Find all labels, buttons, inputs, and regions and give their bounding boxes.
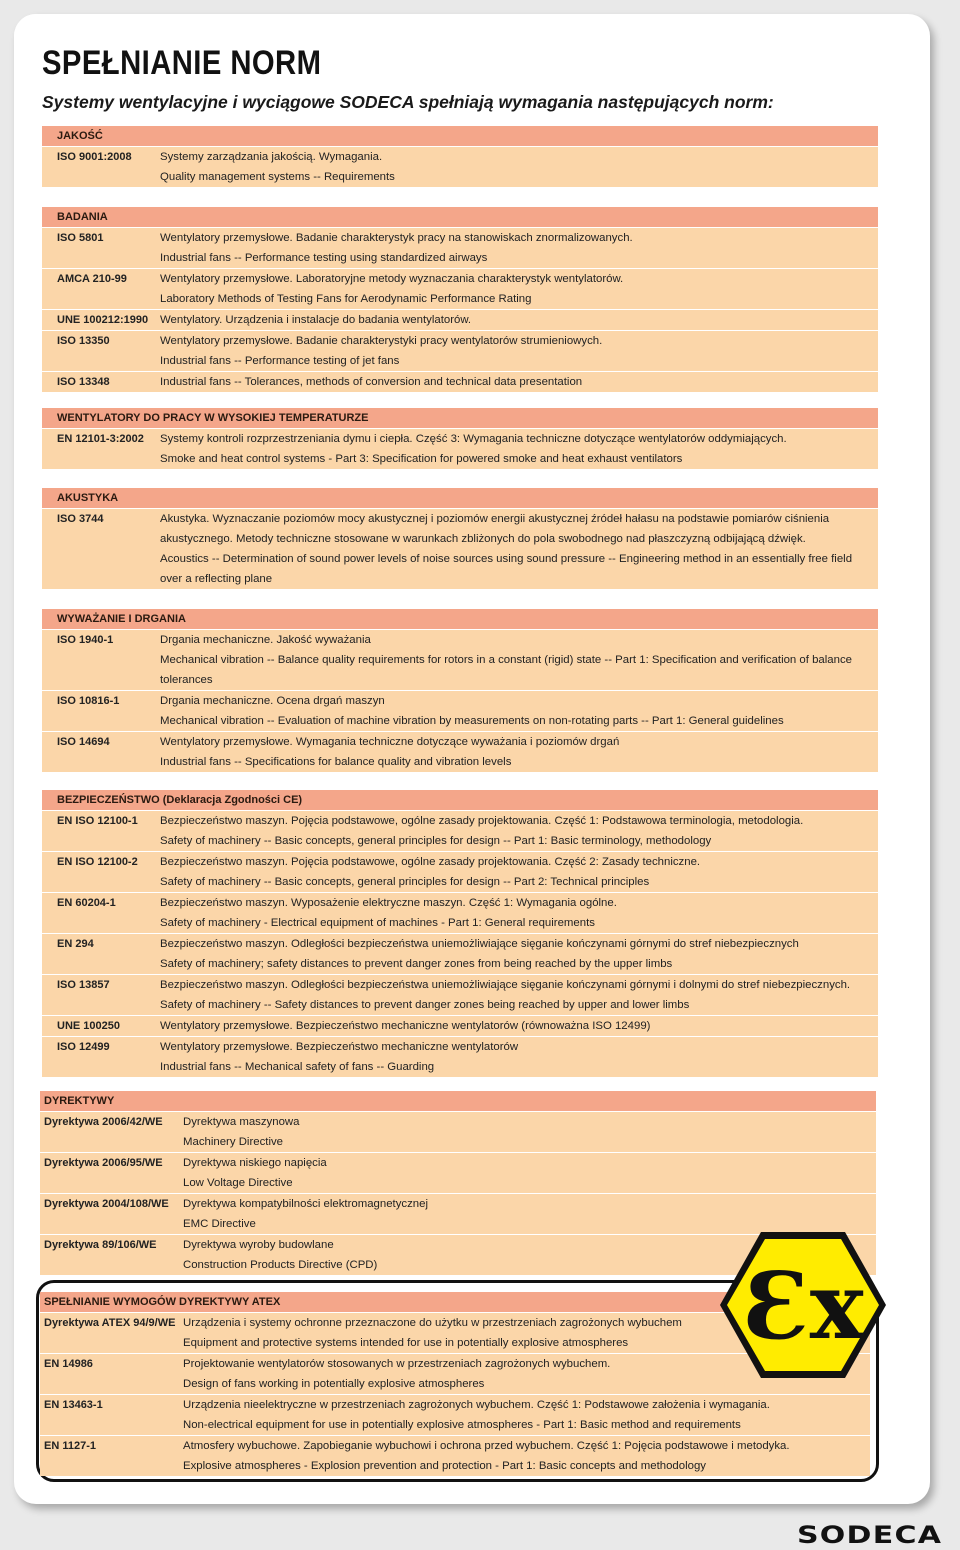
sodeca-logo: SODECA (796, 1521, 942, 1549)
standard-description-line: Industrial fans -- Performance testing using standardized airways (160, 252, 488, 264)
standard-description-line: Laboratory Methods of Testing Fans for Aerodynamic Performance Rating (160, 293, 532, 305)
standard-description-line: Safety of machinery -- Basic concepts, general principles for design -- Part 1: Basic terminology, methodology (160, 835, 712, 847)
standard-description-line: Bezpieczeństwo maszyn. Odległości bezpieczeństwa uniemożliwiające sięganie kończynami górnymi i dolnymi do stref niebezpiecznych. (160, 979, 851, 991)
standard-row (40, 1153, 876, 1193)
standard-code: ISO 13348 (57, 376, 110, 388)
section-testing (42, 207, 878, 393)
standard-row (42, 269, 878, 309)
standard-code: EN 13463-1 (44, 1399, 103, 1411)
standard-code: ISO 14694 (57, 736, 110, 748)
standard-description-line: Explosive atmospheres - Explosion prevention and protection - Part 1: Basic concepts and methodology (183, 1460, 706, 1472)
standard-code: EN 1127-1 (44, 1440, 96, 1452)
standard-row (42, 630, 878, 690)
section-quality (42, 126, 878, 188)
standard-code: ISO 1940-1 (57, 634, 114, 646)
standard-description-line: Drgania mechaniczne. Ocena drgań maszyn (160, 695, 385, 707)
standard-row (42, 934, 878, 974)
standard-row (42, 429, 878, 469)
section-header: DYREKTYWY (40, 1091, 876, 1111)
standard-description-line: Industrial fans -- Mechanical safety of fans -- Guarding (160, 1061, 435, 1073)
standard-code: Dyrektywa 2006/95/WE (44, 1157, 163, 1169)
standard-code: Dyrektywa ATEX 94/9/WE (44, 1317, 176, 1329)
standard-code: EN 12101-3:2002 (57, 433, 144, 445)
standard-description-line: Wentylatory. Urządzenia i instalacje do badania wentylatorów. (160, 314, 472, 326)
standard-description-line: Projektowanie wentylatorów stosowanych w przestrzeniach zagrożonych wybuchem. (183, 1358, 611, 1370)
standard-description-line: Systemy kontroli rozprzestrzeniania dymu i ciepła. Część 3: Wymagania techniczne dotyczące wentylatorów oddymiających. (160, 433, 787, 445)
standard-code: Dyrektywa 2006/42/WE (44, 1116, 163, 1128)
section-header: SPEŁNIANIE WYMOGÓW DYREKTYWY ATEX (40, 1292, 870, 1312)
section-acoustics (42, 488, 878, 590)
standard-code: ISO 12499 (57, 1041, 110, 1053)
section-header: BEZPIECZEŃSTWO (Deklaracja Zgodności CE) (42, 790, 878, 810)
standard-row (42, 691, 878, 731)
ex-symbol-text: Ɛx (743, 1252, 865, 1360)
ex-atex-symbol (718, 1230, 888, 1380)
standard-description-line: Bezpieczeństwo maszyn. Pojęcia podstawowe, ogólne zasady projektowania. Część 1: Podstawowa terminologia, metodologia. (160, 815, 804, 827)
standard-description-line: Dyrektywa kompatybilności elektromagnetycznej (183, 1198, 428, 1210)
standard-code: EN 60204-1 (57, 897, 116, 909)
standard-code: ISO 13857 (57, 979, 110, 991)
standard-code: AMCA 210-99 (57, 273, 127, 285)
standard-row (42, 1016, 878, 1036)
standard-description-line: Non-electrical equipment for use in potentially explosive atmospheres - Part 1: Basic method and requirements (183, 1419, 741, 1431)
standard-description-line: Acoustics -- Determination of sound power levels of noise sources using sound pressure -- Engineering method in an essentially free field over a reflecting plane (160, 553, 853, 585)
section-high-temperature (42, 408, 878, 470)
standard-row (40, 1194, 876, 1234)
standard-code: ISO 5801 (57, 232, 104, 244)
standard-code: EN 14986 (44, 1358, 93, 1370)
standard-description-line: Dyrektywa maszynowa (183, 1116, 300, 1128)
section-header: BADANIA (42, 207, 878, 227)
standard-description-line: Mechanical vibration -- Balance quality requirements for rotors in a constant (rigid) state -- Part 1: Specification and verification of balance tolerances (160, 654, 852, 686)
standard-row (42, 1037, 878, 1077)
page-subtitle: Systemy wentylacyjne i wyciągowe SODECA spełniają wymagania następujących norm: (42, 92, 774, 112)
standard-description-line: Drgania mechaniczne. Jakość wyważania (160, 634, 371, 646)
standard-description-line: Wentylatory przemysłowe. Wymagania techniczne dotyczące wyważania i poziomów drgań (160, 736, 620, 748)
standard-row (40, 1112, 876, 1152)
standard-description-line: Safety of machinery -- Safety distances to prevent danger zones being reached by upper and lower limbs (160, 999, 690, 1011)
standard-description-line: Industrial fans -- Tolerances, methods of conversion and technical data presentation (160, 376, 583, 388)
standard-row (42, 893, 878, 933)
standard-code: ISO 9001:2008 (57, 151, 132, 163)
section-header: WENTYLATORY DO PRACY W WYSOKIEJ TEMPERATURZE (42, 408, 878, 428)
standard-row (42, 310, 878, 330)
standard-row (42, 509, 878, 589)
standard-row (42, 228, 878, 268)
standard-description-line: Safety of machinery; safety distances to prevent danger zones from being reached by the upper limbs (160, 958, 673, 970)
section-safety (42, 790, 878, 1078)
standard-description-line: Wentylatory przemysłowe. Laboratoryjne metody wyznaczania charakterystyk wentylatorów. (160, 273, 624, 285)
standard-description-line: Design of fans working in potentially explosive atmospheres (183, 1378, 485, 1390)
standard-description-line: Bezpieczeństwo maszyn. Pojęcia podstawowe, ogólne zasady projektowania. Część 2: Zasady techniczne. (160, 856, 701, 868)
standard-code: UNE 100250 (57, 1020, 120, 1032)
standard-description-line: Systemy zarządzania jakością. Wymagania. (160, 151, 383, 163)
standard-description-line: Safety of machinery -- Basic concepts, general principles for design -- Part 2: Technical principles (160, 876, 650, 888)
standard-description-line: Industrial fans -- Specifications for balance quality and vibration levels (160, 756, 512, 768)
standard-row (42, 331, 878, 371)
standard-description-line: Urządzenia i systemy ochronne przeznaczone do użytku w przestrzeniach zagrożonych wybuchem (183, 1317, 682, 1329)
standard-row (40, 1395, 870, 1435)
standard-code: ISO 13350 (57, 335, 110, 347)
standard-code: Dyrektywa 89/106/WE (44, 1239, 157, 1251)
standard-description-line: Industrial fans -- Performance testing of jet fans (160, 355, 400, 367)
standard-description-line: Bezpieczeństwo maszyn. Odległości bezpieczeństwa uniemożliwiające sięganie kończynami górnymi do stref niebezpiecznych (160, 938, 799, 950)
standard-description-line: Low Voltage Directive (183, 1177, 293, 1189)
standard-description-line: Quality management systems -- Requirements (160, 171, 395, 183)
standard-code: Dyrektywa 2004/108/WE (44, 1198, 169, 1210)
standard-code: EN ISO 12100-2 (57, 856, 138, 868)
standard-row (42, 372, 878, 392)
standard-row (42, 852, 878, 892)
standard-row (42, 147, 878, 187)
page-title: SPEŁNIANIE NORM (42, 44, 322, 82)
standard-row (42, 975, 878, 1015)
standard-code: ISO 10816-1 (57, 695, 120, 707)
section-balancing (42, 609, 878, 773)
standard-description-line: Mechanical vibration -- Evaluation of machine vibration by measurements on non-rotating parts -- Part 1: General guidelines (160, 715, 784, 727)
standard-description-line: Construction Products Directive (CPD) (183, 1259, 378, 1271)
standard-description-line: Smoke and heat control systems - Part 3: Specification for powered smoke and heat exhaust ventilators (160, 453, 683, 465)
standard-description-line: Dyrektywa wyroby budowlane (183, 1239, 334, 1251)
standard-row (42, 732, 878, 772)
standard-code: ISO 3744 (57, 513, 104, 525)
standard-description-line: Akustyka. Wyznaczanie poziomów mocy akustycznej i poziomów energii akustycznej źródeł hałasu na podstawie pomiarów ciśnienia akustycznego. Metody techniczne stosowane w warunkach zbliżonych do pola swobodnego nad płaszczyzną odbijającą dźwięk. (160, 513, 830, 545)
standard-description-line: Wentylatory przemysłowe. Bezpieczeństwo mechaniczne wentylatorów (160, 1041, 519, 1053)
standard-code: EN ISO 12100-1 (57, 815, 138, 827)
standard-code: EN 294 (57, 938, 94, 950)
standard-description-line: Bezpieczeństwo maszyn. Wyposażenie elektryczne maszyn. Część 1: Wymagania ogólne. (160, 897, 617, 909)
standard-description-line: Safety of machinery - Electrical equipment of machines - Part 1: General requirements (160, 917, 595, 929)
standard-description-line: EMC Directive (183, 1218, 256, 1230)
standard-description-line: Wentylatory przemysłowe. Bezpieczeństwo mechaniczne wentylatorów (równoważna ISO 12499) (160, 1020, 651, 1032)
section-header: AKUSTYKA (42, 488, 878, 508)
standard-description-line: Machinery Directive (183, 1136, 284, 1148)
section-header: JAKOŚĆ (42, 126, 878, 146)
standard-row (42, 811, 878, 851)
standard-description-line: Wentylatory przemysłowe. Badanie charakterystyki pracy wentylatorów strumieniowych. (160, 335, 603, 347)
standard-code: UNE 100212:1990 (57, 314, 149, 326)
standard-description-line: Wentylatory przemysłowe. Badanie charakterystyk pracy na stanowiskach znormalizowanych. (160, 232, 633, 244)
section-header: WYWAŻANIE I DRGANIA (42, 609, 878, 629)
standard-description-line: Dyrektywa niskiego napięcia (183, 1157, 327, 1169)
standard-description-line: Equipment and protective systems intended for use in potentially explosive atmospheres (183, 1337, 629, 1349)
standard-description-line: Urządzenia nieelektryczne w przestrzeniach zagrożonych wybuchem. Część 1: Podstawowe założenia i wymagania. (183, 1399, 770, 1411)
standard-description-line: Atmosfery wybuchowe. Zapobieganie wybuchowi i ochrona przed wybuchem. Część 1: Pojęcia podstawowe i metodyka. (183, 1440, 790, 1452)
standard-row (40, 1436, 870, 1476)
